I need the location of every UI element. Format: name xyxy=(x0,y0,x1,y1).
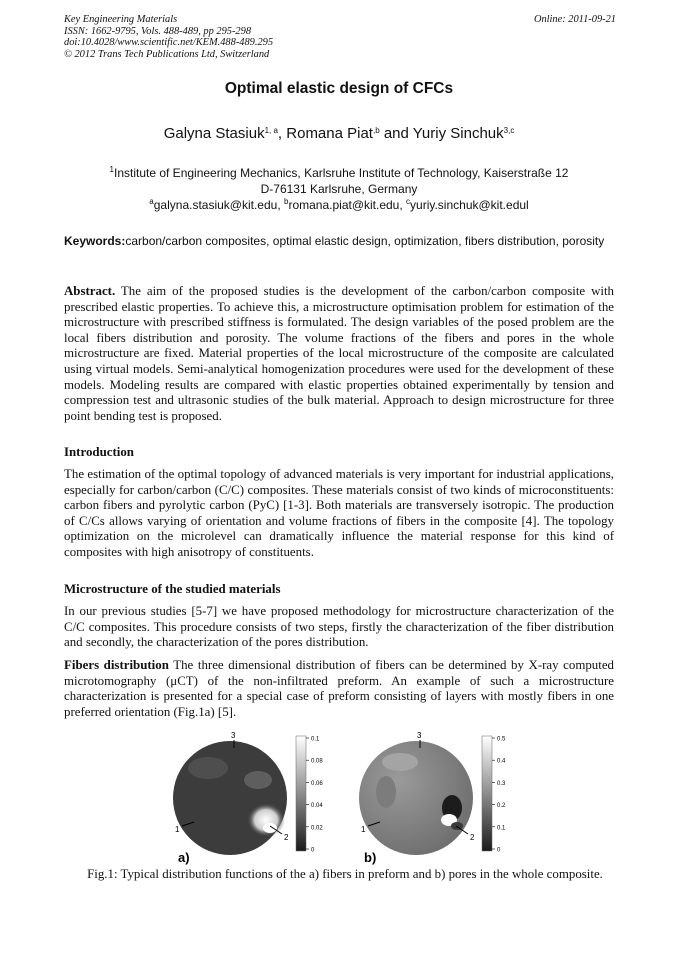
sphere-fibers xyxy=(173,741,287,855)
fibers-text: The three dimensional distribution of fibers can be determined by X-ray computed microtomography (μCT) of the non-infiltrated preform. An example of such a microstructure characterization is presented for a special case of preform consisting of layers with mostly fibers in one preferred orientation (Fig.1a) [5]. xyxy=(64,658,614,719)
panel-label: b) xyxy=(364,850,377,865)
abstract-label: Abstract. xyxy=(64,284,116,298)
email-address: galyna.stasiuk@kit.edu, xyxy=(153,198,284,212)
colorbar xyxy=(296,736,306,851)
section-heading-introduction: Introduction xyxy=(64,445,134,459)
journal-name: Key Engineering Materials xyxy=(64,14,178,25)
email-superscript: b xyxy=(284,197,289,206)
online-date: Online: 2011-09-21 xyxy=(533,14,616,25)
email-address: romana.piat@kit.edu, xyxy=(288,198,407,212)
colorbar xyxy=(482,736,492,851)
keywords-label: Keywords: xyxy=(64,234,126,248)
author-superscript: 3,c xyxy=(503,126,515,135)
colorbar-tick-label: 0.04 xyxy=(311,803,323,810)
figure-caption: Fig.1: Typical distribution functions of the a) fibers in preform and b) pores in the whole composite. xyxy=(87,867,603,881)
axis-label: 3 xyxy=(231,731,236,740)
colorbar-tick-label: 0.4 xyxy=(497,758,506,765)
colorbar-tick-label: 0.1 xyxy=(311,736,320,743)
sphere-shading xyxy=(376,776,396,808)
author-name: Yuriy Sinchuk xyxy=(412,125,504,142)
author-list xyxy=(0,125,678,142)
email-address: yuriy.sinchuk@kit.edul xyxy=(410,198,529,212)
colorbar-tick-label: 0.3 xyxy=(497,780,506,787)
affiliation xyxy=(0,165,678,197)
fibers-label: Fibers distribution xyxy=(64,658,169,672)
affiliation-line: Institute of Engineering Mechanics, Karlsruhe Institute of Technology, Kaiserstraße 12 xyxy=(113,166,569,180)
introduction-paragraph: The estimation of the optimal topology of advanced materials is very important for industrial applications, especially for carbon/carbon (C/C) composites. These materials consist of two kinds of microconstituents: carbon fibers and pyrolytic carbon (PyC) [1-3]. Both materials are transversely isotropic. The production of C/Cs allows varying of orientation and volume fractions of fibers in the composite [4]. The topology optimization on the microlevel can dramatically influence the material response for this kind of composites with high anisotropy of constituents. xyxy=(64,467,614,559)
axis-label: 1 xyxy=(361,825,366,834)
doi-line: doi:10.4028/www.scientific.net/KEM.488-489.295 xyxy=(64,37,274,49)
axis-label: 2 xyxy=(284,833,289,842)
colorbar-tick-label: 0.1 xyxy=(497,825,506,832)
panel-label: a) xyxy=(178,850,190,865)
colorbar-tick-label: 0.02 xyxy=(311,825,323,832)
sphere-shading xyxy=(244,771,272,789)
section-heading-microstructure: Microstructure of the studied materials xyxy=(64,582,281,596)
copyright-line: © 2012 Trans Tech Publications Ltd, Switzerland xyxy=(64,48,270,60)
sphere-hotspot xyxy=(263,823,277,833)
author-separator: and xyxy=(379,125,413,142)
author-separator: , xyxy=(277,125,287,142)
email-superscript: c xyxy=(406,197,411,206)
colorbar-tick-label: 0.06 xyxy=(311,780,323,787)
sphere-shading xyxy=(188,757,228,779)
affiliation-superscript: 1 xyxy=(109,165,114,174)
figure-1 xyxy=(170,728,530,868)
keywords xyxy=(64,235,614,249)
author-superscript: 1, a xyxy=(264,126,278,135)
issn-line: ISSN: 1662-9795, Vols. 488-489, pp 295-298 xyxy=(64,25,252,37)
colorbar-tick-label: 0 xyxy=(497,847,501,854)
affiliation-line: D-76131 Karlsruhe, Germany xyxy=(260,182,418,196)
fibers-paragraph xyxy=(64,658,614,720)
paper-title: Optimal elastic design of CFCs xyxy=(224,80,454,97)
axis-label: 2 xyxy=(470,833,475,842)
colorbar-tick-label: 0.2 xyxy=(497,803,506,810)
figure-panel-a xyxy=(173,731,323,865)
sphere-shading xyxy=(382,753,418,771)
abstract xyxy=(64,284,614,424)
axis-label: 1 xyxy=(175,825,180,834)
colorbar-ticks xyxy=(492,737,506,854)
author-name: Romana Piat xyxy=(286,125,373,142)
colorbar-tick-label: 0.08 xyxy=(311,758,323,765)
author-name: Galyna Stasiuk xyxy=(163,125,265,142)
colorbar-tick-label: 0.5 xyxy=(497,736,506,743)
keywords-text: carbon/carbon composites, optimal elastic design, optimization, fibers distribution, porosity xyxy=(125,234,605,248)
abstract-text: The aim of the proposed studies is the development of the carbon/carbon composite with prescribed elastic properties. To achieve this, a microstructure optimisation problem for estimation of the microstructure with prescribed stiffness is formulated. The design variables of the posed problem are the local fibers distribution and porosity. The volume fractions of the fibers and pores in the whole microstructure are fixed. Material properties of the local microstructure of the composite are calculated using virtual models. Semi-analytical homogenization procedures were used for the development of these models. Modeling results are compared with elastic properties obtained experimentally by tension and compression test and ultrasonic studies of the bulk material. Approach to design microstructure for three point bending test is proposed. xyxy=(64,284,614,423)
email-list xyxy=(0,198,678,212)
journal-header xyxy=(64,14,616,60)
sphere-dark-spot xyxy=(451,822,463,830)
colorbar-ticks xyxy=(306,737,323,854)
author-superscript: ,b xyxy=(372,126,380,135)
email-superscript: a xyxy=(149,197,154,206)
microstructure-paragraph: In our previous studies [5-7] we have proposed methodology for microstructure characterization of the C/C composites. This procedure consists of two steps, firstly the characterization of the fiber distribution and secondly, the characterization of the pores distribution. xyxy=(64,604,614,650)
colorbar-tick-label: 0 xyxy=(311,847,315,854)
figure-panel-b xyxy=(359,731,506,865)
axis-label: 3 xyxy=(417,731,422,740)
